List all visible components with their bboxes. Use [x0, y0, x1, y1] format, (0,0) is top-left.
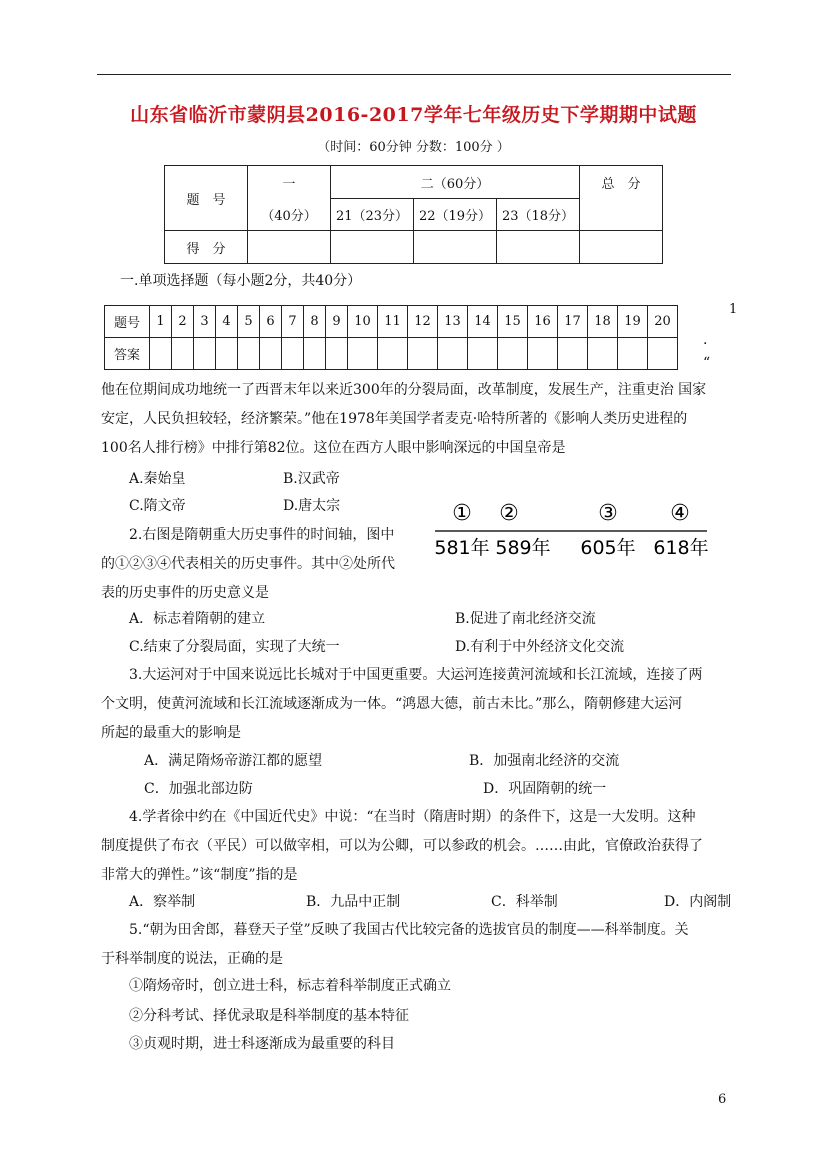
q4-option-d: D．内阁制: [664, 894, 732, 910]
total-label: 总 分: [580, 166, 663, 199]
answer-cell: [348, 338, 378, 370]
q3-option-b: B．加强南北经济的交流: [469, 753, 620, 769]
answer-cell: [172, 338, 194, 370]
score-table-header-defen: 得 分: [165, 231, 248, 264]
timeline-year: 581年: [434, 537, 490, 559]
q3-option-a: A．满足隋炀帝游江都的愿望: [144, 753, 323, 769]
q-number-cell: 5: [238, 306, 260, 338]
q21-points: 21（23分）: [331, 199, 414, 231]
timeline-marker: ②: [499, 501, 519, 526]
side-quote: “: [703, 355, 711, 371]
q-number-cell: 11: [378, 306, 408, 338]
q5-statement-3: ③贞观时期，进士科逐渐成为最重要的科目: [129, 1036, 395, 1052]
score-cell-21: [331, 231, 414, 264]
q-number-cell: 7: [282, 306, 304, 338]
page-number: 6: [718, 1092, 727, 1107]
answer-cell: [528, 338, 558, 370]
q-number-cell: 20: [648, 306, 678, 338]
q4-option-b: B．九品中正制: [306, 894, 401, 910]
q-number-cell: 10: [348, 306, 378, 338]
q-number-cell: 18: [588, 306, 618, 338]
timeline-marker: ①: [452, 501, 472, 526]
answer-cell: [194, 338, 216, 370]
answer-cell: [150, 338, 172, 370]
answer-table-row-label: 题号: [105, 306, 150, 338]
q1-option-d: D.唐太宗: [283, 498, 341, 514]
q-number-cell: 13: [438, 306, 468, 338]
q1-stem: 他在位期间成功地统一了西晋末年以来近300年的分裂局面，改革制度，发展生产，注重吏治 国家 安定，人民负担较轻，经济繁荣。”他在1978年美国学者麦克·哈特所著的《影响人类历史进程的 100名人排行榜》中排行第82位。这位在西方人眼中影响深远的中国皇帝是: [101, 382, 707, 456]
q5-stem: 5.“朝为田舍郎，暮登天子堂”反映了我国古代比较完备的选拔官员的制度——科举制度。关 于科举制度的说法，正确的是: [101, 922, 689, 967]
q3-option-d: D．巩固隋朝的统一: [483, 781, 607, 797]
q-number-cell: 3: [194, 306, 216, 338]
q-number-cell: 14: [468, 306, 498, 338]
q2-option-a: A．标志着隋朝的建立: [129, 611, 266, 627]
answer-cell: [282, 338, 304, 370]
q2-option-b: B.促进了南北经济交流: [455, 611, 596, 627]
answer-cell: [216, 338, 238, 370]
answer-cell: [498, 338, 528, 370]
q-number-cell: 12: [408, 306, 438, 338]
section1-points: （40分）: [248, 199, 331, 231]
answer-cell: [304, 338, 326, 370]
score-table-header-tihao: 题 号: [165, 166, 248, 231]
q1-option-c: C.隋文帝: [129, 498, 186, 514]
score-cell-22: [414, 231, 497, 264]
header-rule: [97, 74, 731, 75]
section1-heading: 一.单项选择题（每小题2分，共40分）: [120, 273, 362, 289]
q-number-cell: 19: [618, 306, 648, 338]
q5-statement-2: ②分科考试、择优录取是科举制度的基本特征: [129, 1008, 409, 1024]
q2-option-c: C.结束了分裂局面，实现了大统一: [129, 639, 340, 655]
page-title: 山东省临沂市蒙阴县2016-2017学年七年级历史下学期期中试题: [130, 104, 697, 126]
answer-cell: [468, 338, 498, 370]
q-number-cell: 16: [528, 306, 558, 338]
timeline-year: 605年: [580, 537, 636, 559]
answer-cell: [648, 338, 678, 370]
q-number-cell: 15: [498, 306, 528, 338]
timeline-year: 618年: [653, 537, 709, 559]
q-number-cell: 8: [304, 306, 326, 338]
q2-stem: 2.右图是隋朝重大历史事件的时间轴，图中: [129, 527, 395, 543]
score-table: [164, 165, 663, 264]
q-number-cell: 6: [260, 306, 282, 338]
answer-cell: [238, 338, 260, 370]
score-cell-total: [580, 231, 663, 264]
total-blank: [580, 199, 663, 231]
answer-cell: [378, 338, 408, 370]
exam-info: （时间：60分钟 分数：100分 ）: [317, 140, 510, 155]
q-number-cell: 17: [558, 306, 588, 338]
q-number-cell: 2: [172, 306, 194, 338]
answer-cell: [438, 338, 468, 370]
timeline-marker: ④: [670, 501, 690, 526]
q4-stem: 4.学者徐中约在《中国近代史》中说：“在当时（隋唐时期）的条件下，这是一大发明。这种 制度提供了布衣（平民）可以做宰相，可以为公卿，可以参政的机会。……由此，官僚政治获得了 非常大的弹性。”该“制度”指的是: [101, 809, 703, 883]
timeline-marker: ③: [598, 501, 618, 526]
q22-points: 22（19分）: [414, 199, 497, 231]
answer-cell: [326, 338, 348, 370]
q-number-cell: 1: [150, 306, 172, 338]
answer-cell: [408, 338, 438, 370]
q5-statement-1: ①隋炀帝时，创立进士科，标志着科举制度正式确立: [129, 978, 451, 994]
score-cell-23: [497, 231, 580, 264]
section2-label: 二（60分）: [331, 166, 580, 199]
q1-option-b: B.汉武帝: [283, 471, 340, 487]
q3-option-c: C．加强北部边防: [144, 781, 253, 797]
q2-stem-cont: 的①②③④代表相关的历史事件。其中②处所代 表的历史事件的历史意义是: [101, 556, 395, 601]
answer-row-label: 答案: [105, 338, 150, 370]
answer-cell: [588, 338, 618, 370]
q1-option-a: A.秦始皇: [129, 471, 186, 487]
timeline-year: 589年: [495, 537, 551, 559]
q-number-cell: 9: [326, 306, 348, 338]
score-cell-1: [248, 231, 331, 264]
q4-option-c: C．科举制: [491, 894, 558, 910]
q23-points: 23（18分）: [497, 199, 580, 231]
q3-stem: 3.大运河对于中国来说远比长城对于中国更重要。大运河连接黄河流域和长江流域，连接了两 个文明，使黄河流域和长江流域逐渐成为一体。“鸿恩大德，前古未比。”那么，隋朝修建大运河 所起的最重大的影响是: [101, 667, 703, 741]
answer-table: [104, 305, 678, 370]
side-dot: .: [703, 332, 708, 348]
q-number-cell: 4: [216, 306, 238, 338]
answer-cell: [618, 338, 648, 370]
q4-option-a: A．察举制: [129, 894, 196, 910]
q2-timeline: [425, 498, 715, 564]
side-question-number: 1: [729, 302, 738, 317]
answer-cell: [260, 338, 282, 370]
q2-option-d: D.有利于中外经济文化交流: [455, 639, 625, 655]
section1-label: 一: [248, 166, 331, 199]
answer-cell: [558, 338, 588, 370]
